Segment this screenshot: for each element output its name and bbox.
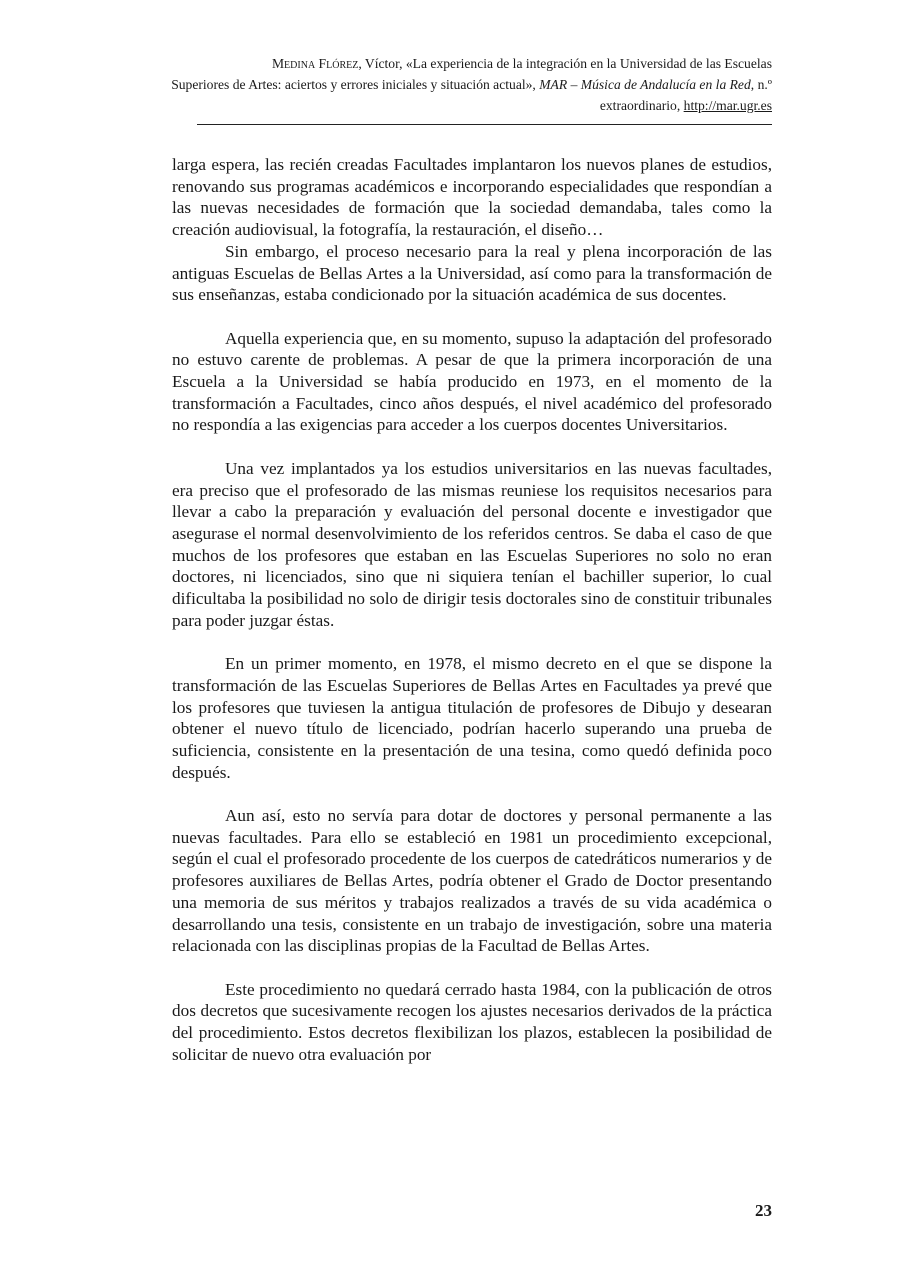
paragraph: Este procedimiento no quedará cerrado hasta 1984, con la publicación de otros dos decretos que sucesivamente recogen los ajustes necesarios derivados de la práctica del procedimiento. Estos decretos flexibilizan los plazos, establecen la posibilidad de solicitar de nuevo otra evaluación por xyxy=(172,979,772,1064)
running-header xyxy=(160,53,772,116)
header-journal-title: MAR – Música de Andalucía en la Red xyxy=(539,77,751,92)
paragraph: Aun así, esto no servía para dotar de doctores y personal permanente a las nuevas facultades. Para ello se estableció en 1981 un procedimiento excepcional, según el cual el profesorado procedente de los cuerpos de catedráticos numerarios y de profesores auxiliares de Bellas Artes, podría obtener el Grado de Doctor presentando una memoria de sus méritos y trabajos realizados a través de su vida académica o desarrollando una tesis, consistente en un trabajo de investigación, sobre una materia relacionada con las disciplinas propias de la Facultad de Bellas Artes. xyxy=(172,806,772,956)
paragraph-continued: larga espera, las recién creadas Facultades implantaron los nuevos planes de estudios, renovando sus programas académicos e incorporando especialidades que respondían a las nuevas necesidades de formación que la sociedad demandaba, tales como la creación audiovisual, la fotografía, la restauración, el diseño… xyxy=(172,155,772,240)
body-text xyxy=(172,154,772,1065)
header-citation-line2: Superiores de Artes: aciertos y errores iniciales y situación actual», xyxy=(171,77,540,92)
header-journal-link[interactable]: http://mar.ugr.es xyxy=(683,98,772,113)
header-author: Medina Flórez xyxy=(271,56,359,71)
paragraph: En un primer momento, en 1978, el mismo decreto en el que se dispone la transformación de las Escuelas Superiores de Bellas Artes en Facultades ya prevé que los profesores que tuviesen la antigua titulación de profesores de Dibujo y desearan obtener el nuevo título de licenciado, podrían hacerlo superando una prueba de suficiencia, consistente en la presentación de una tesina, como quedó definida poco después. xyxy=(172,654,772,782)
paragraph: Una vez implantados ya los estudios universitarios en las nuevas facultades, era preciso que el profesorado de las mismas reuniese los requisitos necesarios para llevar a cabo la preparación y evaluación del personal docente e investigador que asegurase el normal desenvolvimiento de los referidos centros. Se daba el caso de que muchos de los profesores que estaban en las Escuelas Superiores no solo no eran doctores, ni licenciados, sino que ni siquiera tenían el bachiller superior, lo cual dificultaba la posibilidad no solo de dirigir tesis doctorales sino de constituir tribunales para poder juzgar éstas. xyxy=(172,458,772,630)
paragraph: Aquella experiencia que, en su momento, supuso la adaptación del profesorado no estuvo carente de problemas. A pesar de que la primera incorporación de una Escuela a la Universidad se había producido en 1973, en el momento de la transformación a Facultades, cinco años después, el nivel académico del profesorado no respondía a las exigencias para acceder a los cuerpos docentes Universitarios. xyxy=(172,328,772,435)
header-issue: , n.º extraordinario, xyxy=(599,77,772,113)
header-citation-line1: , Víctor, «La experiencia de la integración en la Universidad de las Escuelas xyxy=(358,56,772,71)
header-divider xyxy=(197,124,772,125)
paragraph: Sin embargo, el proceso necesario para la real y plena incorporación de las antiguas Escuelas de Bellas Artes a la Universidad, así como para la transformación de sus enseñanzas, estaba condicionado por la situación académica de sus docentes. xyxy=(172,241,772,305)
page-number: 23 xyxy=(755,1201,772,1220)
